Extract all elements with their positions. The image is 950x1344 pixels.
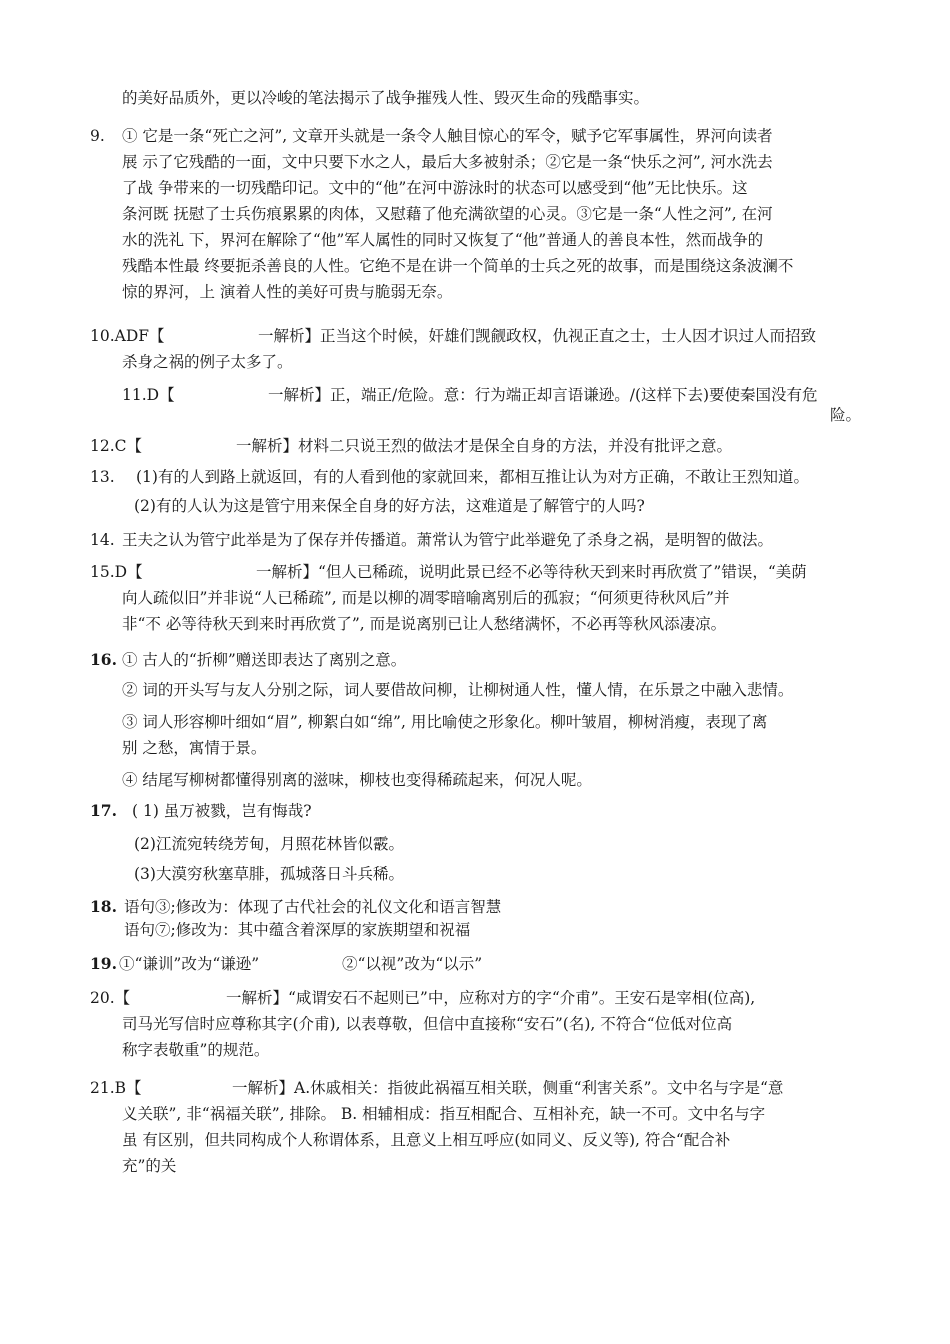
answer-9-line: 展 示了它残酷的一面，文中只要下水之人，最后大多被射杀；②它是一条“快乐之河”, 河水洗去 [122,153,773,171]
answer-9-line: 水的洗礼 下，界河在解除了“他”军人属性的同时又恢复了“他”普通人的善良本性，然而战争的 [122,231,764,249]
answer-16-line: ② 词的开头写与友人分别之际，词人要借故问柳，让柳树通人性，懂人情，在乐景之中融入悲情。 [122,681,794,699]
answer-19-number: 19. [90,954,117,973]
answer-9-line: 了战 争带来的一切残酷印记。文中的“他”在河中游泳时的状态可以感受到“他”无比快乐。这 [122,179,748,197]
answer-11-analysis: 一解析】正，端正/危险。意：行为端正却言语谦逊。/(这样下去)要使秦国没有危 [268,386,818,404]
answer-21-analysis: 一解析】A.休戚相关：指彼此祸福互相关联，侧重“利害关系”。文中名与字是“意 [232,1079,784,1097]
answer-11-label: 11.D【 [122,386,175,404]
answer-21-label: 21.B【 [90,1079,142,1097]
answer-15-label: 15.D【 [90,563,143,581]
answer-19-item: ①“谦训”改为“谦逊” [119,955,260,973]
answer-10-analysis: 一解析】正当这个时候，奸雄们觊觎政权，仇视正直之士，士人因才识过人而招致 [258,327,817,345]
answer-8-tail: 的美好品质外，更以冷峻的笔法揭示了战争摧残人性、毁灭生命的残酷事实。 [122,89,650,107]
answer-14-line: 王夫之认为管宁此举是为了保存并传播道。萧常认为管宁此举避免了杀身之祸，是明智的做法。 [122,531,774,549]
answer-14-number: 14. [90,531,115,549]
answer-15-analysis: 一解析】“但人已稀疏，说明此景已经不必等待秋天到来时再欣赏了”错误，“美荫 [256,563,807,581]
answer-10-label: 10.ADF【 [90,327,165,345]
answer-16-line: ③ 词人形容柳叶细如“眉”, 柳絮白如“绵”, 用比喻使之形象化。柳叶皱眉，柳树消瘦，表现了离 [122,713,768,731]
answer-12-analysis: 一解析】材料二只说王烈的做法才是保全自身的方法，并没有批评之意。 [236,437,733,455]
answer-16-line: 别 之愁，寓情于景。 [122,739,267,757]
answer-17-line: (2)江流宛转绕芳甸，月照花林皆似霰。 [134,835,404,853]
answer-13-line: (2)有的人认为这是管宁用来保全自身的好方法，这难道是了解管宁的人吗? [134,497,645,515]
answer-18-line: 语句⑦;修改为：其中蕴含着深厚的家族期望和祝福 [124,921,471,939]
answer-13-number: 13. [90,468,115,486]
answer-12-label: 12.C【 [90,437,143,455]
answer-13-line: (1)有的人到路上就返回，有的人看到他的家就回来，都相互推让认为对方正确，不敢让王烈知道。 [136,468,809,486]
answer-15-line: 向人疏似旧”并非说“人已稀疏”, 而是以柳的凋零暗喻离别后的孤寂；“何须更待秋风后”并 [122,589,730,607]
answer-9-number: 9. [90,127,105,145]
answer-21-line: 义关联”, 非“祸福关联”, 排除。 B. 相辅相成：指互相配合、互相补充，缺一不可。文中名与字 [122,1105,766,1123]
answer-9-line: 条河既 抚慰了士兵伤痕累累的肉体，又慰藉了他充满欲望的心灵。③它是一条“人性之河”, 在河 [122,205,773,223]
answer-11-line: 险。 [830,406,862,424]
answer-9-line: 残酷本性最 终要扼杀善良的人性。它绝不是在讲一个简单的士兵之死的故事，而是围绕这条波澜不 [122,257,794,275]
answer-20-analysis: 一解析】“咸谓安石不起则已”中，应称对方的字“介甫”。王安石是宰相(位高), [226,989,756,1007]
answer-10-line: 杀身之祸的例子太多了。 [122,353,293,371]
answer-20-line: 司马光写信时应尊称其字(介甫), 以表尊敬，但信中直接称“安石”(名), 不符合“位低对位高 [122,1015,733,1033]
answer-16-number: 16. [90,650,117,669]
answer-21-line: 充”的关 [122,1157,177,1175]
answer-9-line: ① 它是一条“死亡之河”, 文章开头就是一条令人触目惊心的军令，赋予它军事属性，界河向读者 [122,127,773,145]
answer-17-line: (3)大漠穷秋塞草腓，孤城落日斗兵稀。 [134,865,404,883]
answer-19-item: ②“以视”改为“以示” [342,955,483,973]
answer-18-number: 18. [90,897,117,916]
answer-18-line: 语句③;修改为：体现了古代社会的礼仪文化和语言智慧 [124,898,502,916]
answer-20-line: 称字表敬重”的规范。 [122,1041,270,1059]
answer-16-line: ④ 结尾写柳树都懂得别离的滋味，柳枝也变得稀疏起来，何况人呢。 [122,771,592,789]
answer-15-line: 非“不 必等待秋天到来时再欣赏了”, 而是说离别已让人愁绪满怀，不必再等秋风添凄凉。 [122,615,727,633]
answer-17-line: ( 1) 虽万被戮，岂有悔哉? [132,802,312,820]
answer-17-number: 17. [90,801,117,820]
answer-9-line: 惊的界河，上 演着人性的美好可贵与脆弱无奈。 [122,283,453,301]
answer-20-label: 20.【 [90,989,131,1007]
answer-21-line: 虽 有区别，但共同构成个人称谓体系，且意义上相互呼应(如同义、反义等), 符合“配合补 [122,1131,731,1149]
answer-16-line: ① 古人的“折柳”赠送即表达了离别之意。 [122,651,407,669]
